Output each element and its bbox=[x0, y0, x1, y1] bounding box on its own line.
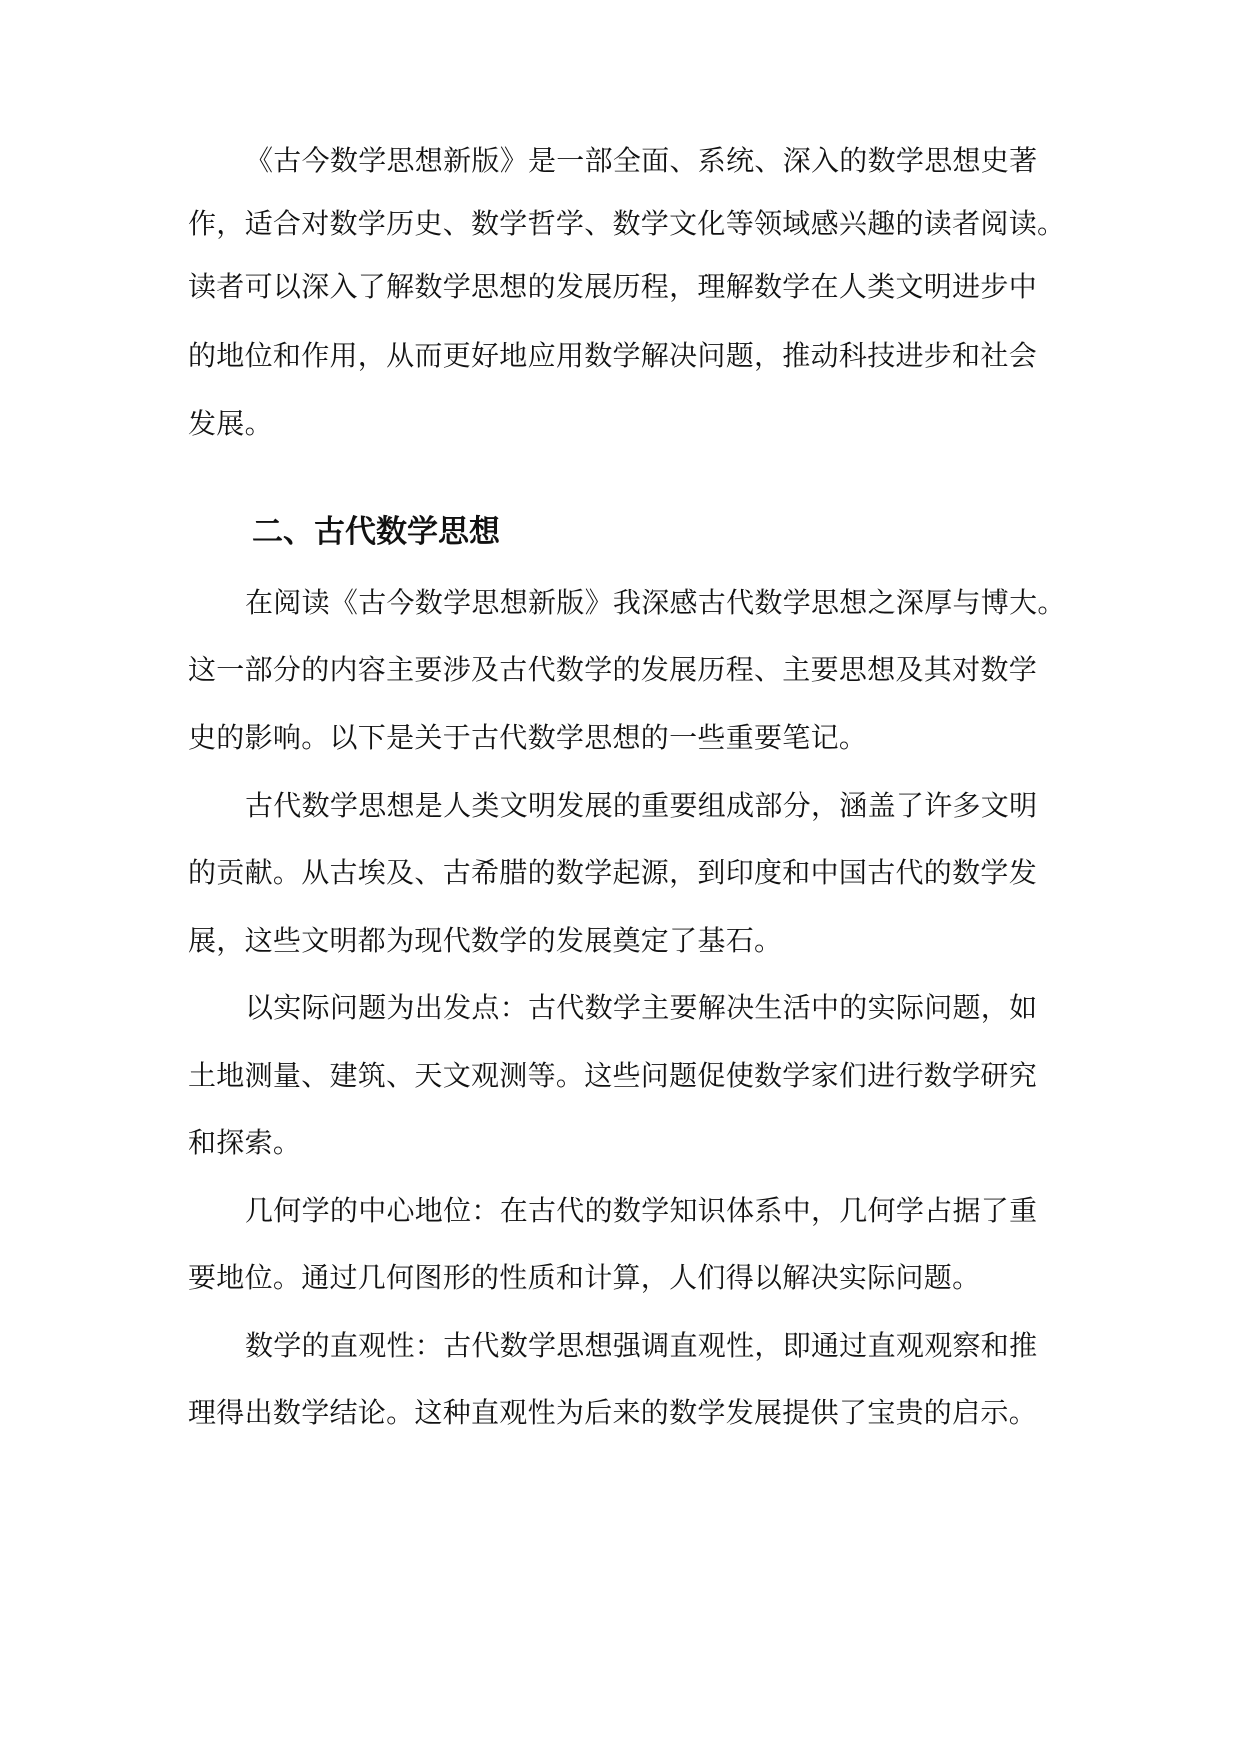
paragraph-line: 史的影响。以下是关于古代数学思想的一些重要笔记。 bbox=[188, 721, 868, 754]
paragraph-line: 古代数学思想是人类文明发展的重要组成部分，涵盖了许多文明 bbox=[245, 789, 1038, 822]
paragraph-line: 的贡献。从古埃及、古希腊的数学起源，到印度和中国古代的数学发 bbox=[188, 856, 1038, 889]
intro-paragraph-line: 《古今数学思想新版》是一部全面、系统、深入的数学思想史著 bbox=[245, 144, 1038, 177]
paragraph-line: 要地位。通过几何图形的性质和计算，人们得以解决实际问题。 bbox=[188, 1261, 981, 1294]
paragraph-line: 和探索。 bbox=[188, 1126, 302, 1159]
paragraph-line: 理得出数学结论。这种直观性为后来的数学发展提供了宝贵的启示。 bbox=[188, 1396, 1038, 1429]
paragraph-line: 几何学的中心地位：在古代的数学知识体系中，几何学占据了重 bbox=[245, 1194, 1038, 1227]
intro-paragraph-line: 发展。 bbox=[188, 407, 273, 440]
intro-paragraph-line: 的地位和作用，从而更好地应用数学解决问题，推动科技进步和社会 bbox=[188, 339, 1038, 372]
paragraph-line: 以实际问题为出发点：古代数学主要解决生活中的实际问题，如 bbox=[245, 991, 1038, 1024]
intro-paragraph-line: 作，适合对数学历史、数学哲学、数学文化等领域感兴趣的读者阅读。 bbox=[188, 207, 1066, 240]
intro-paragraph-line: 读者可以深入了解数学思想的发展历程，理解数学在人类文明进步中 bbox=[188, 270, 1038, 303]
paragraph-line: 这一部分的内容主要涉及古代数学的发展历程、主要思想及其对数学 bbox=[188, 653, 1038, 686]
paragraph-line: 数学的直观性：古代数学思想强调直观性，即通过直观观察和推 bbox=[245, 1329, 1038, 1362]
paragraph-line: 在阅读《古今数学思想新版》我深感古代数学思想之深厚与博大。 bbox=[245, 586, 1066, 619]
paragraph-line: 展，这些文明都为现代数学的发展奠定了基石。 bbox=[188, 924, 783, 957]
paragraph-line: 土地测量、建筑、天文观测等。这些问题促使数学家们进行数学研究 bbox=[188, 1059, 1038, 1092]
section-heading: 二、古代数学思想 bbox=[252, 514, 500, 550]
